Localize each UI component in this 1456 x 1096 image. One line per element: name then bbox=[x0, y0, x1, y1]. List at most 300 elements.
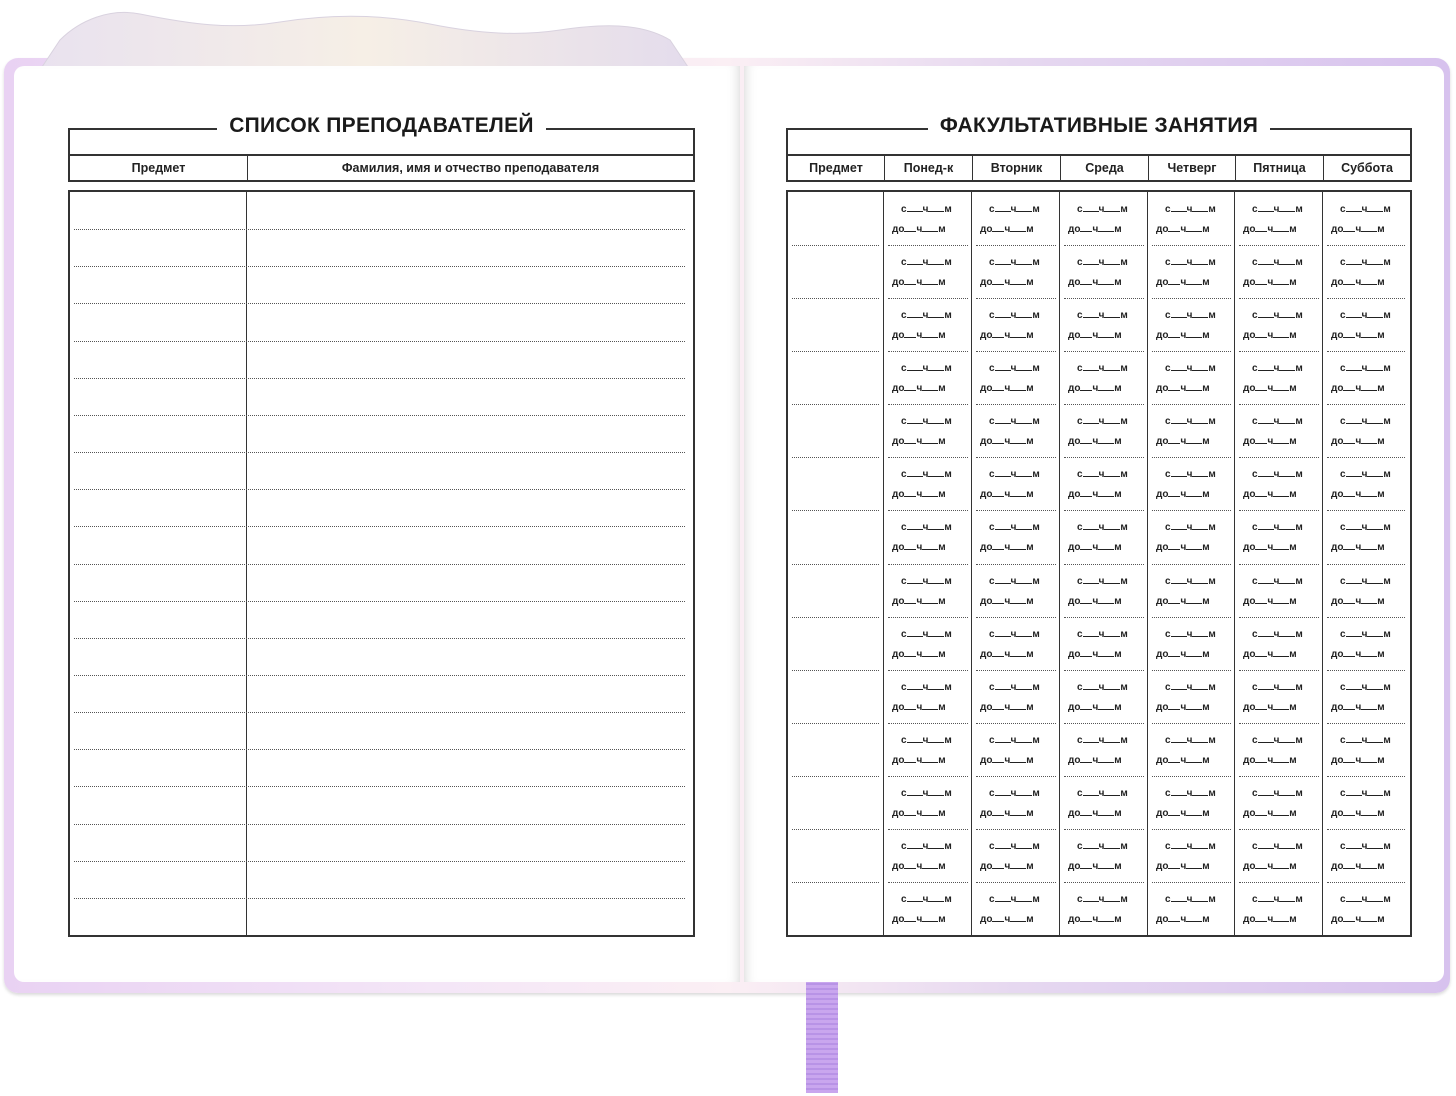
time-row-line bbox=[1239, 510, 1319, 511]
time-to-monday[interactable]: до ч м bbox=[892, 649, 946, 660]
time-from-thursday[interactable]: с ч м bbox=[1165, 363, 1216, 374]
time-from-tuesday[interactable]: с ч м bbox=[989, 788, 1040, 799]
teacher-row-line[interactable] bbox=[74, 824, 685, 825]
time-from-wednesday[interactable]: с ч м bbox=[1077, 682, 1128, 693]
time-row-line bbox=[1327, 245, 1405, 246]
time-row-line bbox=[888, 776, 968, 777]
time-row-line bbox=[976, 404, 1056, 405]
time-from-saturday[interactable]: с ч м bbox=[1340, 522, 1391, 533]
time-to-wednesday[interactable]: до ч м bbox=[1068, 914, 1122, 925]
time-row-line bbox=[1327, 510, 1405, 511]
subject-row-line[interactable] bbox=[792, 564, 879, 565]
time-from-saturday[interactable]: с ч м bbox=[1340, 841, 1391, 852]
time-from-thursday[interactable]: с ч м bbox=[1165, 469, 1216, 480]
time-row-line bbox=[888, 298, 968, 299]
time-to-friday[interactable]: до ч м bbox=[1243, 914, 1297, 925]
time-row-line bbox=[976, 882, 1056, 883]
time-from-tuesday[interactable]: с ч м bbox=[989, 363, 1040, 374]
time-from-monday[interactable]: с ч м bbox=[901, 735, 952, 746]
electives-column-divider bbox=[1059, 192, 1060, 935]
electives-column-divider bbox=[1147, 192, 1148, 935]
time-from-friday[interactable]: с ч м bbox=[1252, 522, 1303, 533]
time-row-line bbox=[1239, 245, 1319, 246]
teachers-title-frame bbox=[68, 114, 695, 156]
time-to-monday[interactable]: до ч м bbox=[892, 277, 946, 288]
time-row-line bbox=[976, 723, 1056, 724]
time-row-line bbox=[1239, 882, 1319, 883]
time-from-saturday[interactable]: с ч м bbox=[1340, 257, 1391, 268]
time-row-line bbox=[1239, 670, 1319, 671]
teacher-row-line[interactable] bbox=[74, 452, 685, 453]
time-row-line bbox=[1064, 882, 1144, 883]
time-to-friday[interactable]: до ч м bbox=[1243, 808, 1297, 819]
time-row-line bbox=[976, 351, 1056, 352]
time-to-saturday[interactable]: до ч м bbox=[1331, 277, 1385, 288]
time-to-tuesday[interactable]: до ч м bbox=[980, 755, 1034, 766]
subject-row-line[interactable] bbox=[792, 882, 879, 883]
time-from-friday[interactable]: с ч м bbox=[1252, 257, 1303, 268]
time-row-line bbox=[1064, 776, 1144, 777]
subject-row-line[interactable] bbox=[792, 510, 879, 511]
electives-title-frame bbox=[786, 114, 1412, 156]
teacher-row-line[interactable] bbox=[74, 749, 685, 750]
time-to-thursday[interactable]: до ч м bbox=[1156, 702, 1210, 713]
time-row-line bbox=[888, 510, 968, 511]
time-to-wednesday[interactable]: до ч м bbox=[1068, 755, 1122, 766]
time-to-thursday[interactable]: до ч м bbox=[1156, 277, 1210, 288]
header-friday: Пятница bbox=[1236, 156, 1324, 180]
time-to-thursday[interactable]: до ч м bbox=[1156, 224, 1210, 235]
teacher-row-line[interactable] bbox=[74, 786, 685, 787]
time-to-friday[interactable]: до ч м bbox=[1243, 861, 1297, 872]
time-to-thursday[interactable]: до ч м bbox=[1156, 649, 1210, 660]
time-row-line bbox=[1064, 829, 1144, 830]
time-to-saturday[interactable]: до ч м bbox=[1331, 224, 1385, 235]
time-row-line bbox=[1064, 564, 1144, 565]
teacher-row-line[interactable] bbox=[74, 898, 685, 899]
time-row-line bbox=[1239, 723, 1319, 724]
time-row-line bbox=[976, 617, 1056, 618]
electives-column-divider bbox=[1322, 192, 1323, 935]
time-to-monday[interactable]: до ч м bbox=[892, 542, 946, 553]
time-to-friday[interactable]: до ч м bbox=[1243, 277, 1297, 288]
time-from-monday[interactable]: с ч м bbox=[901, 576, 952, 587]
time-from-thursday[interactable]: с ч м bbox=[1165, 576, 1216, 587]
time-to-saturday[interactable]: до ч м bbox=[1331, 596, 1385, 607]
time-to-tuesday[interactable]: до ч м bbox=[980, 277, 1034, 288]
time-to-friday[interactable]: до ч м bbox=[1243, 436, 1297, 447]
time-row-line bbox=[1239, 298, 1319, 299]
time-row-line bbox=[888, 351, 968, 352]
time-to-tuesday[interactable]: до ч м bbox=[980, 436, 1034, 447]
subject-row-line[interactable] bbox=[792, 670, 879, 671]
time-from-thursday[interactable]: с ч м bbox=[1165, 204, 1216, 215]
time-from-saturday[interactable]: с ч м bbox=[1340, 416, 1391, 427]
time-to-saturday[interactable]: до ч м bbox=[1331, 808, 1385, 819]
time-row-line bbox=[888, 723, 968, 724]
time-to-monday[interactable]: до ч м bbox=[892, 383, 946, 394]
time-to-saturday[interactable]: до ч м bbox=[1331, 861, 1385, 872]
time-row-line bbox=[1327, 404, 1405, 405]
time-to-tuesday[interactable]: до ч м bbox=[980, 330, 1034, 341]
time-from-wednesday[interactable]: с ч м bbox=[1077, 894, 1128, 905]
time-from-tuesday[interactable]: с ч м bbox=[989, 416, 1040, 427]
time-from-monday[interactable]: с ч м bbox=[901, 788, 952, 799]
time-from-friday[interactable]: с ч м bbox=[1252, 735, 1303, 746]
time-to-friday[interactable]: до ч м bbox=[1243, 702, 1297, 713]
time-to-saturday[interactable]: до ч м bbox=[1331, 489, 1385, 500]
time-row-line bbox=[1327, 457, 1405, 458]
time-from-tuesday[interactable]: с ч м bbox=[989, 894, 1040, 905]
time-from-tuesday[interactable]: с ч м bbox=[989, 469, 1040, 480]
time-row-line bbox=[1327, 298, 1405, 299]
time-to-saturday[interactable]: до ч м bbox=[1331, 383, 1385, 394]
time-row-line bbox=[888, 245, 968, 246]
time-row-line bbox=[1327, 723, 1405, 724]
time-from-wednesday[interactable]: с ч м bbox=[1077, 788, 1128, 799]
time-to-wednesday[interactable]: до ч м bbox=[1068, 330, 1122, 341]
time-to-tuesday[interactable]: до ч м bbox=[980, 542, 1034, 553]
time-to-wednesday[interactable]: до ч м bbox=[1068, 383, 1122, 394]
time-from-thursday[interactable]: с ч м bbox=[1165, 735, 1216, 746]
time-to-wednesday[interactable]: до ч м bbox=[1068, 277, 1122, 288]
time-to-thursday[interactable]: до ч м bbox=[1156, 383, 1210, 394]
teacher-row-line[interactable] bbox=[74, 564, 685, 565]
time-to-wednesday[interactable]: до ч м bbox=[1068, 542, 1122, 553]
time-row-line bbox=[976, 564, 1056, 565]
subject-row-line[interactable] bbox=[792, 617, 879, 618]
electives-header-row bbox=[786, 154, 1412, 182]
time-from-monday[interactable]: с ч м bbox=[901, 894, 952, 905]
time-to-wednesday[interactable]: до ч м bbox=[1068, 224, 1122, 235]
time-to-saturday[interactable]: до ч м bbox=[1331, 755, 1385, 766]
time-row-line bbox=[1064, 298, 1144, 299]
time-to-tuesday[interactable]: до ч м bbox=[980, 596, 1034, 607]
time-row-line bbox=[1064, 510, 1144, 511]
time-from-friday[interactable]: с ч м bbox=[1252, 363, 1303, 374]
time-to-wednesday[interactable]: до ч м bbox=[1068, 808, 1122, 819]
time-to-saturday[interactable]: до ч м bbox=[1331, 702, 1385, 713]
teacher-row-line[interactable] bbox=[74, 378, 685, 379]
time-to-friday[interactable]: до ч м bbox=[1243, 489, 1297, 500]
time-row-line bbox=[1239, 776, 1319, 777]
header-tuesday: Вторник bbox=[973, 156, 1061, 180]
time-to-monday[interactable]: до ч м bbox=[892, 596, 946, 607]
time-to-thursday[interactable]: до ч м bbox=[1156, 330, 1210, 341]
time-from-wednesday[interactable]: с ч м bbox=[1077, 363, 1128, 374]
time-to-monday[interactable]: до ч м bbox=[892, 914, 946, 925]
teacher-row-line[interactable] bbox=[74, 415, 685, 416]
teacher-row-line[interactable] bbox=[74, 712, 685, 713]
time-to-friday[interactable]: до ч м bbox=[1243, 755, 1297, 766]
time-to-tuesday[interactable]: до ч м bbox=[980, 861, 1034, 872]
electives-table[interactable] bbox=[786, 190, 1412, 937]
time-to-monday[interactable]: до ч м bbox=[892, 861, 946, 872]
time-row-line bbox=[1239, 351, 1319, 352]
time-row-line bbox=[1239, 404, 1319, 405]
time-row-line bbox=[888, 457, 968, 458]
teacher-row-line[interactable] bbox=[74, 303, 685, 304]
time-from-saturday[interactable]: с ч м bbox=[1340, 204, 1391, 215]
teachers-table[interactable] bbox=[68, 190, 695, 937]
time-from-friday[interactable]: с ч м bbox=[1252, 894, 1303, 905]
time-from-thursday[interactable]: с ч м bbox=[1165, 522, 1216, 533]
teacher-row-line[interactable] bbox=[74, 861, 685, 862]
time-row-line bbox=[1239, 617, 1319, 618]
time-from-wednesday[interactable]: с ч м bbox=[1077, 416, 1128, 427]
time-row-line bbox=[1064, 723, 1144, 724]
time-row-line bbox=[1327, 882, 1405, 883]
time-to-wednesday[interactable]: до ч м bbox=[1068, 489, 1122, 500]
time-from-monday[interactable]: с ч м bbox=[901, 841, 952, 852]
time-row-line bbox=[976, 298, 1056, 299]
header-monday: Понед-к bbox=[885, 156, 973, 180]
time-from-friday[interactable]: с ч м bbox=[1252, 416, 1303, 427]
time-row-line bbox=[1327, 829, 1405, 830]
time-row-line bbox=[1064, 404, 1144, 405]
time-from-monday[interactable]: с ч м bbox=[901, 469, 952, 480]
time-to-friday[interactable]: до ч м bbox=[1243, 330, 1297, 341]
time-from-friday[interactable]: с ч м bbox=[1252, 576, 1303, 587]
time-to-tuesday[interactable]: до ч м bbox=[980, 914, 1034, 925]
electives-title: ФАКУЛЬТАТИВНЫЕ ЗАНЯТИЯ bbox=[928, 114, 1270, 137]
teacher-row-line[interactable] bbox=[74, 638, 685, 639]
time-row-line bbox=[888, 670, 968, 671]
time-to-friday[interactable]: до ч м bbox=[1243, 596, 1297, 607]
teacher-row-line[interactable] bbox=[74, 489, 685, 490]
time-row-line bbox=[1327, 351, 1405, 352]
time-from-saturday[interactable]: с ч м bbox=[1340, 682, 1391, 693]
teacher-row-line[interactable] bbox=[74, 526, 685, 527]
time-from-monday[interactable]: с ч м bbox=[901, 682, 952, 693]
subject-row-line[interactable] bbox=[792, 723, 879, 724]
time-from-wednesday[interactable]: с ч м bbox=[1077, 469, 1128, 480]
header-teacher-name: Фамилия, имя и отчество преподавателя bbox=[341, 161, 600, 175]
electives-column-divider bbox=[971, 192, 972, 935]
teacher-row-line[interactable] bbox=[74, 266, 685, 267]
subject-row-line[interactable] bbox=[792, 351, 879, 352]
time-from-wednesday[interactable]: с ч м bbox=[1077, 735, 1128, 746]
time-to-friday[interactable]: до ч м bbox=[1243, 542, 1297, 553]
time-row-line bbox=[1152, 510, 1231, 511]
time-row-line bbox=[1327, 776, 1405, 777]
time-from-tuesday[interactable]: с ч м bbox=[989, 629, 1040, 640]
time-from-wednesday[interactable]: с ч м bbox=[1077, 257, 1128, 268]
time-row-line bbox=[1327, 617, 1405, 618]
time-from-wednesday[interactable]: с ч м bbox=[1077, 522, 1128, 533]
time-to-monday[interactable]: до ч м bbox=[892, 224, 946, 235]
time-from-thursday[interactable]: с ч м bbox=[1165, 841, 1216, 852]
time-from-tuesday[interactable]: с ч м bbox=[989, 257, 1040, 268]
time-from-tuesday[interactable]: с ч м bbox=[989, 204, 1040, 215]
time-row-line bbox=[976, 776, 1056, 777]
time-to-tuesday[interactable]: до ч м bbox=[980, 383, 1034, 394]
time-from-tuesday[interactable]: с ч м bbox=[989, 310, 1040, 321]
time-to-thursday[interactable]: до ч м bbox=[1156, 861, 1210, 872]
time-from-saturday[interactable]: с ч м bbox=[1340, 788, 1391, 799]
time-from-saturday[interactable]: с ч м bbox=[1340, 735, 1391, 746]
time-row-line bbox=[1327, 670, 1405, 671]
time-from-friday[interactable]: с ч м bbox=[1252, 788, 1303, 799]
time-row-line bbox=[1064, 617, 1144, 618]
time-from-monday[interactable]: с ч м bbox=[901, 629, 952, 640]
time-from-thursday[interactable]: с ч м bbox=[1165, 257, 1216, 268]
time-row-line bbox=[1152, 245, 1231, 246]
teacher-row-line[interactable] bbox=[74, 675, 685, 676]
time-from-monday[interactable]: с ч м bbox=[901, 204, 952, 215]
time-from-saturday[interactable]: с ч м bbox=[1340, 363, 1391, 374]
time-row-line bbox=[888, 404, 968, 405]
header-subject: Предмет bbox=[70, 156, 248, 180]
header-wednesday: Среда bbox=[1061, 156, 1149, 180]
time-to-friday[interactable]: до ч м bbox=[1243, 383, 1297, 394]
time-to-wednesday[interactable]: до ч м bbox=[1068, 861, 1122, 872]
time-from-saturday[interactable]: с ч м bbox=[1340, 310, 1391, 321]
time-from-tuesday[interactable]: с ч м bbox=[989, 576, 1040, 587]
teacher-row-line[interactable] bbox=[74, 601, 685, 602]
time-to-thursday[interactable]: до ч м bbox=[1156, 489, 1210, 500]
time-row-line bbox=[1239, 829, 1319, 830]
bookmark-ribbon[interactable] bbox=[806, 975, 838, 1093]
time-to-tuesday[interactable]: до ч м bbox=[980, 224, 1034, 235]
time-from-thursday[interactable]: с ч м bbox=[1165, 310, 1216, 321]
time-from-monday[interactable]: с ч м bbox=[901, 363, 952, 374]
time-row-line bbox=[1239, 457, 1319, 458]
teacher-row-line[interactable] bbox=[74, 229, 685, 230]
time-row-line bbox=[1152, 617, 1231, 618]
time-from-tuesday[interactable]: с ч м bbox=[989, 735, 1040, 746]
time-from-thursday[interactable]: с ч м bbox=[1165, 894, 1216, 905]
time-from-monday[interactable]: с ч м bbox=[901, 522, 952, 533]
time-row-line bbox=[1064, 670, 1144, 671]
time-row-line bbox=[976, 245, 1056, 246]
time-to-monday[interactable]: до ч м bbox=[892, 436, 946, 447]
subject-row-line[interactable] bbox=[792, 776, 879, 777]
time-row-line bbox=[976, 670, 1056, 671]
time-to-friday[interactable]: до ч м bbox=[1243, 224, 1297, 235]
time-from-saturday[interactable]: с ч м bbox=[1340, 894, 1391, 905]
time-row-line bbox=[976, 510, 1056, 511]
time-from-wednesday[interactable]: с ч м bbox=[1077, 204, 1128, 215]
electives-column-divider bbox=[883, 192, 884, 935]
time-row-line bbox=[1152, 882, 1231, 883]
time-to-monday[interactable]: до ч м bbox=[892, 808, 946, 819]
time-row-line bbox=[1064, 457, 1144, 458]
time-from-thursday[interactable]: с ч м bbox=[1165, 788, 1216, 799]
time-row-line bbox=[1152, 298, 1231, 299]
time-to-wednesday[interactable]: до ч м bbox=[1068, 436, 1122, 447]
subject-row-line[interactable] bbox=[792, 829, 879, 830]
time-to-saturday[interactable]: до ч м bbox=[1331, 436, 1385, 447]
time-to-tuesday[interactable]: до ч м bbox=[980, 649, 1034, 660]
time-row-line bbox=[1152, 723, 1231, 724]
time-row-line bbox=[1152, 457, 1231, 458]
time-row-line bbox=[1152, 829, 1231, 830]
subject-row-line[interactable] bbox=[792, 404, 879, 405]
time-row-line bbox=[1152, 404, 1231, 405]
time-from-friday[interactable]: с ч м bbox=[1252, 204, 1303, 215]
time-row-line bbox=[1152, 670, 1231, 671]
time-from-thursday[interactable]: с ч м bbox=[1165, 416, 1216, 427]
time-from-wednesday[interactable]: с ч м bbox=[1077, 629, 1128, 640]
time-row-line bbox=[1152, 776, 1231, 777]
time-to-thursday[interactable]: до ч м bbox=[1156, 436, 1210, 447]
header-thursday: Четверг bbox=[1149, 156, 1236, 180]
time-to-saturday[interactable]: до ч м bbox=[1331, 542, 1385, 553]
subject-row-line[interactable] bbox=[792, 457, 879, 458]
time-to-monday[interactable]: до ч м bbox=[892, 702, 946, 713]
time-from-tuesday[interactable]: с ч м bbox=[989, 682, 1040, 693]
time-to-thursday[interactable]: до ч м bbox=[1156, 808, 1210, 819]
time-row-line bbox=[1064, 245, 1144, 246]
time-from-friday[interactable]: с ч м bbox=[1252, 629, 1303, 640]
time-to-wednesday[interactable]: до ч м bbox=[1068, 649, 1122, 660]
time-to-saturday[interactable]: до ч м bbox=[1331, 914, 1385, 925]
time-to-monday[interactable]: до ч м bbox=[892, 489, 946, 500]
teacher-row-line[interactable] bbox=[74, 341, 685, 342]
time-to-tuesday[interactable]: до ч м bbox=[980, 808, 1034, 819]
teachers-title: СПИСОК ПРЕПОДАВАТЕЛЕЙ bbox=[217, 114, 546, 137]
time-to-tuesday[interactable]: до ч м bbox=[980, 489, 1034, 500]
time-row-line bbox=[1327, 564, 1405, 565]
time-from-wednesday[interactable]: с ч м bbox=[1077, 576, 1128, 587]
time-row-line bbox=[888, 564, 968, 565]
time-to-monday[interactable]: до ч м bbox=[892, 330, 946, 341]
time-from-wednesday[interactable]: с ч м bbox=[1077, 310, 1128, 321]
subject-row-line[interactable] bbox=[792, 245, 879, 246]
time-to-thursday[interactable]: до ч м bbox=[1156, 914, 1210, 925]
time-to-saturday[interactable]: до ч м bbox=[1331, 330, 1385, 341]
time-to-monday[interactable]: до ч м bbox=[892, 755, 946, 766]
time-to-thursday[interactable]: до ч м bbox=[1156, 596, 1210, 607]
time-from-saturday[interactable]: с ч м bbox=[1340, 576, 1391, 587]
time-from-thursday[interactable]: с ч м bbox=[1165, 629, 1216, 640]
time-to-wednesday[interactable]: до ч м bbox=[1068, 702, 1122, 713]
time-row-line bbox=[1152, 564, 1231, 565]
time-to-friday[interactable]: до ч м bbox=[1243, 649, 1297, 660]
time-to-saturday[interactable]: до ч м bbox=[1331, 649, 1385, 660]
time-from-tuesday[interactable]: с ч м bbox=[989, 522, 1040, 533]
time-to-thursday[interactable]: до ч м bbox=[1156, 755, 1210, 766]
time-from-monday[interactable]: с ч м bbox=[901, 257, 952, 268]
time-row-line bbox=[888, 882, 968, 883]
time-to-thursday[interactable]: до ч м bbox=[1156, 542, 1210, 553]
time-from-friday[interactable]: с ч м bbox=[1252, 310, 1303, 321]
header-saturday: Суббота bbox=[1341, 161, 1393, 175]
time-from-saturday[interactable]: с ч м bbox=[1340, 629, 1391, 640]
header-subject: Предмет bbox=[788, 156, 885, 180]
subject-row-line[interactable] bbox=[792, 298, 879, 299]
time-row-line bbox=[888, 829, 968, 830]
time-row-line bbox=[888, 617, 968, 618]
time-to-tuesday[interactable]: до ч м bbox=[980, 702, 1034, 713]
time-from-wednesday[interactable]: с ч м bbox=[1077, 841, 1128, 852]
time-row-line bbox=[1239, 564, 1319, 565]
time-row-line bbox=[976, 457, 1056, 458]
time-from-monday[interactable]: с ч м bbox=[901, 416, 952, 427]
time-to-wednesday[interactable]: до ч м bbox=[1068, 596, 1122, 607]
time-from-friday[interactable]: с ч м bbox=[1252, 682, 1303, 693]
time-from-friday[interactable]: с ч м bbox=[1252, 469, 1303, 480]
time-from-thursday[interactable]: с ч м bbox=[1165, 682, 1216, 693]
time-from-saturday[interactable]: с ч м bbox=[1340, 469, 1391, 480]
time-from-friday[interactable]: с ч м bbox=[1252, 841, 1303, 852]
time-row-line bbox=[1064, 351, 1144, 352]
electives-column-divider bbox=[1234, 192, 1235, 935]
time-from-monday[interactable]: с ч м bbox=[901, 310, 952, 321]
teachers-header-row bbox=[68, 154, 695, 182]
time-from-tuesday[interactable]: с ч м bbox=[989, 841, 1040, 852]
